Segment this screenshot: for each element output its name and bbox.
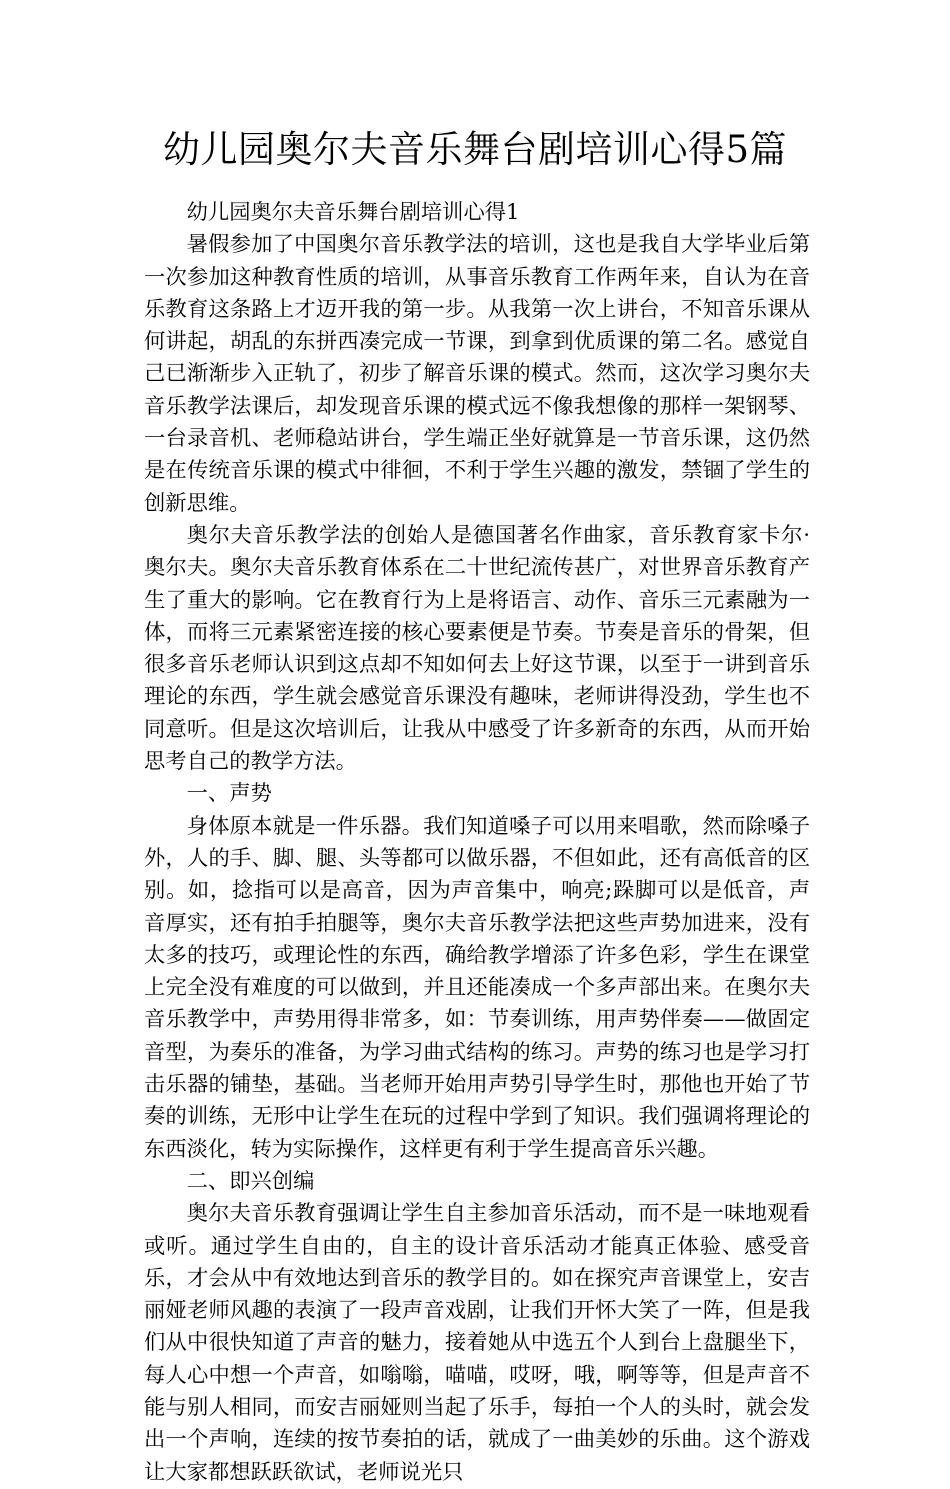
document-subtitle: 幼儿园奥尔夫音乐舞台剧培训心得1 [186, 200, 520, 225]
document-body [144, 197, 810, 1489]
paragraph-orff-method: 奥尔夫音乐教学法的创始人是德国著名作曲家，音乐教育家卡尔·奥尔夫。奥尔夫音乐教育体系在二十世纪流传甚广，对世界音乐教育产生了重大的影响。它在教育行为上是将语言、动作、音乐三元素融为一体，而将三元素紧密连接的核心要素便是节奏。节奏是音乐的骨架，但很多音乐老师认识到这点却不知如何去上好这节课，以至于一讲到音乐理论的东西，学生就会感觉音乐课没有趣味，老师讲得没劲，学生也不同意听。但是这次培训后，让我从中感受了许多新奇的东西，从而开始思考自己的教学方法。 [144, 522, 810, 775]
document-title: 幼儿园奥尔夫音乐舞台剧培训心得5篇 [162, 128, 788, 171]
paragraph-improvisation: 奥尔夫音乐教育强调让学生自主参加音乐活动，而不是一味地观看或听。通过学生自由的，自主的设计音乐活动才能真正体验、感受音乐，才会从中有效地达到音乐的教学目的。如在探究声音课堂上，安吉丽娅老师风趣的表演了一段声音戏剧，让我们开怀大笑了一阵，但是我们从中很快知道了声音的魅力，接着她从中选五个人到台上盘腿坐下，每人心中想一个声音，如嗡嗡，喵喵，哎呀，哦，啊等等，但是声音不能与别人相同，而安吉丽娅则当起了乐手，每拍一个人的头时，就会发出一个声响，连续的按节奏拍的话，就成了一曲美妙的乐曲。这个游戏让大家都想跃跃欲试，老师说光只 [144, 1201, 810, 1485]
section-heading-body-percussion: 一、声势 [186, 781, 272, 807]
section-heading-improvisation: 二、即兴创编 [186, 1168, 315, 1194]
paragraph-intro: 暑假参加了中国奥尔音乐教学法的培训，这也是我自大学毕业后第一次参加这种教育性质的培训，从事音乐教育工作两年来，自认为在音乐教育这条路上才迈开我的第一步。从我第一次上讲台，不知音乐课从何讲起，胡乱的东拼西凑完成一节课，到拿到优质课的第二名。感觉自己已渐渐步入正轨了，初步了解音乐课的模式。然而，这次学习奥尔夫音乐教学法课后，却发现音乐课的模式远不像我想像的那样一架钢琴、一台录音机、老师稳站讲台，学生端正坐好就算是一节音乐课，这仍然是在传统音乐课的模式中徘徊，不利于学生兴趣的激发，禁锢了学生的创新思维。 [144, 232, 810, 516]
paragraph-body-percussion: 身体原本就是一件乐器。我们知道嗓子可以用来唱歌，然而除嗓子外，人的手、脚、腿、头等都可以做乐器，不但如此，还有高低音的区别。如，捻指可以是高音，因为声音集中，响亮;跺脚可以是低音，声音厚实，还有拍手拍腿等，奥尔夫音乐教学法把这些声势加进来，没有太多的技巧，或理论性的东西，确给教学增添了许多色彩，学生在课堂上完全没有难度的可以做到，并且还能凑成一个多声部出来。在奥尔夫音乐教学中，声势用得非常多，如：节奏训练，用声势伴奏——做固定音型，为奏乐的准备，为学习曲式结构的练习。声势的练习也是学习打击乐器的铺垫，基础。当老师开始用声势引导学生时，那他也开始了节奏的训练，无形中让学生在玩的过程中学到了知识。我们强调将理论的东西淡化，转为实际操作，这样更有利于学生提高音乐兴趣。 [144, 813, 810, 1162]
